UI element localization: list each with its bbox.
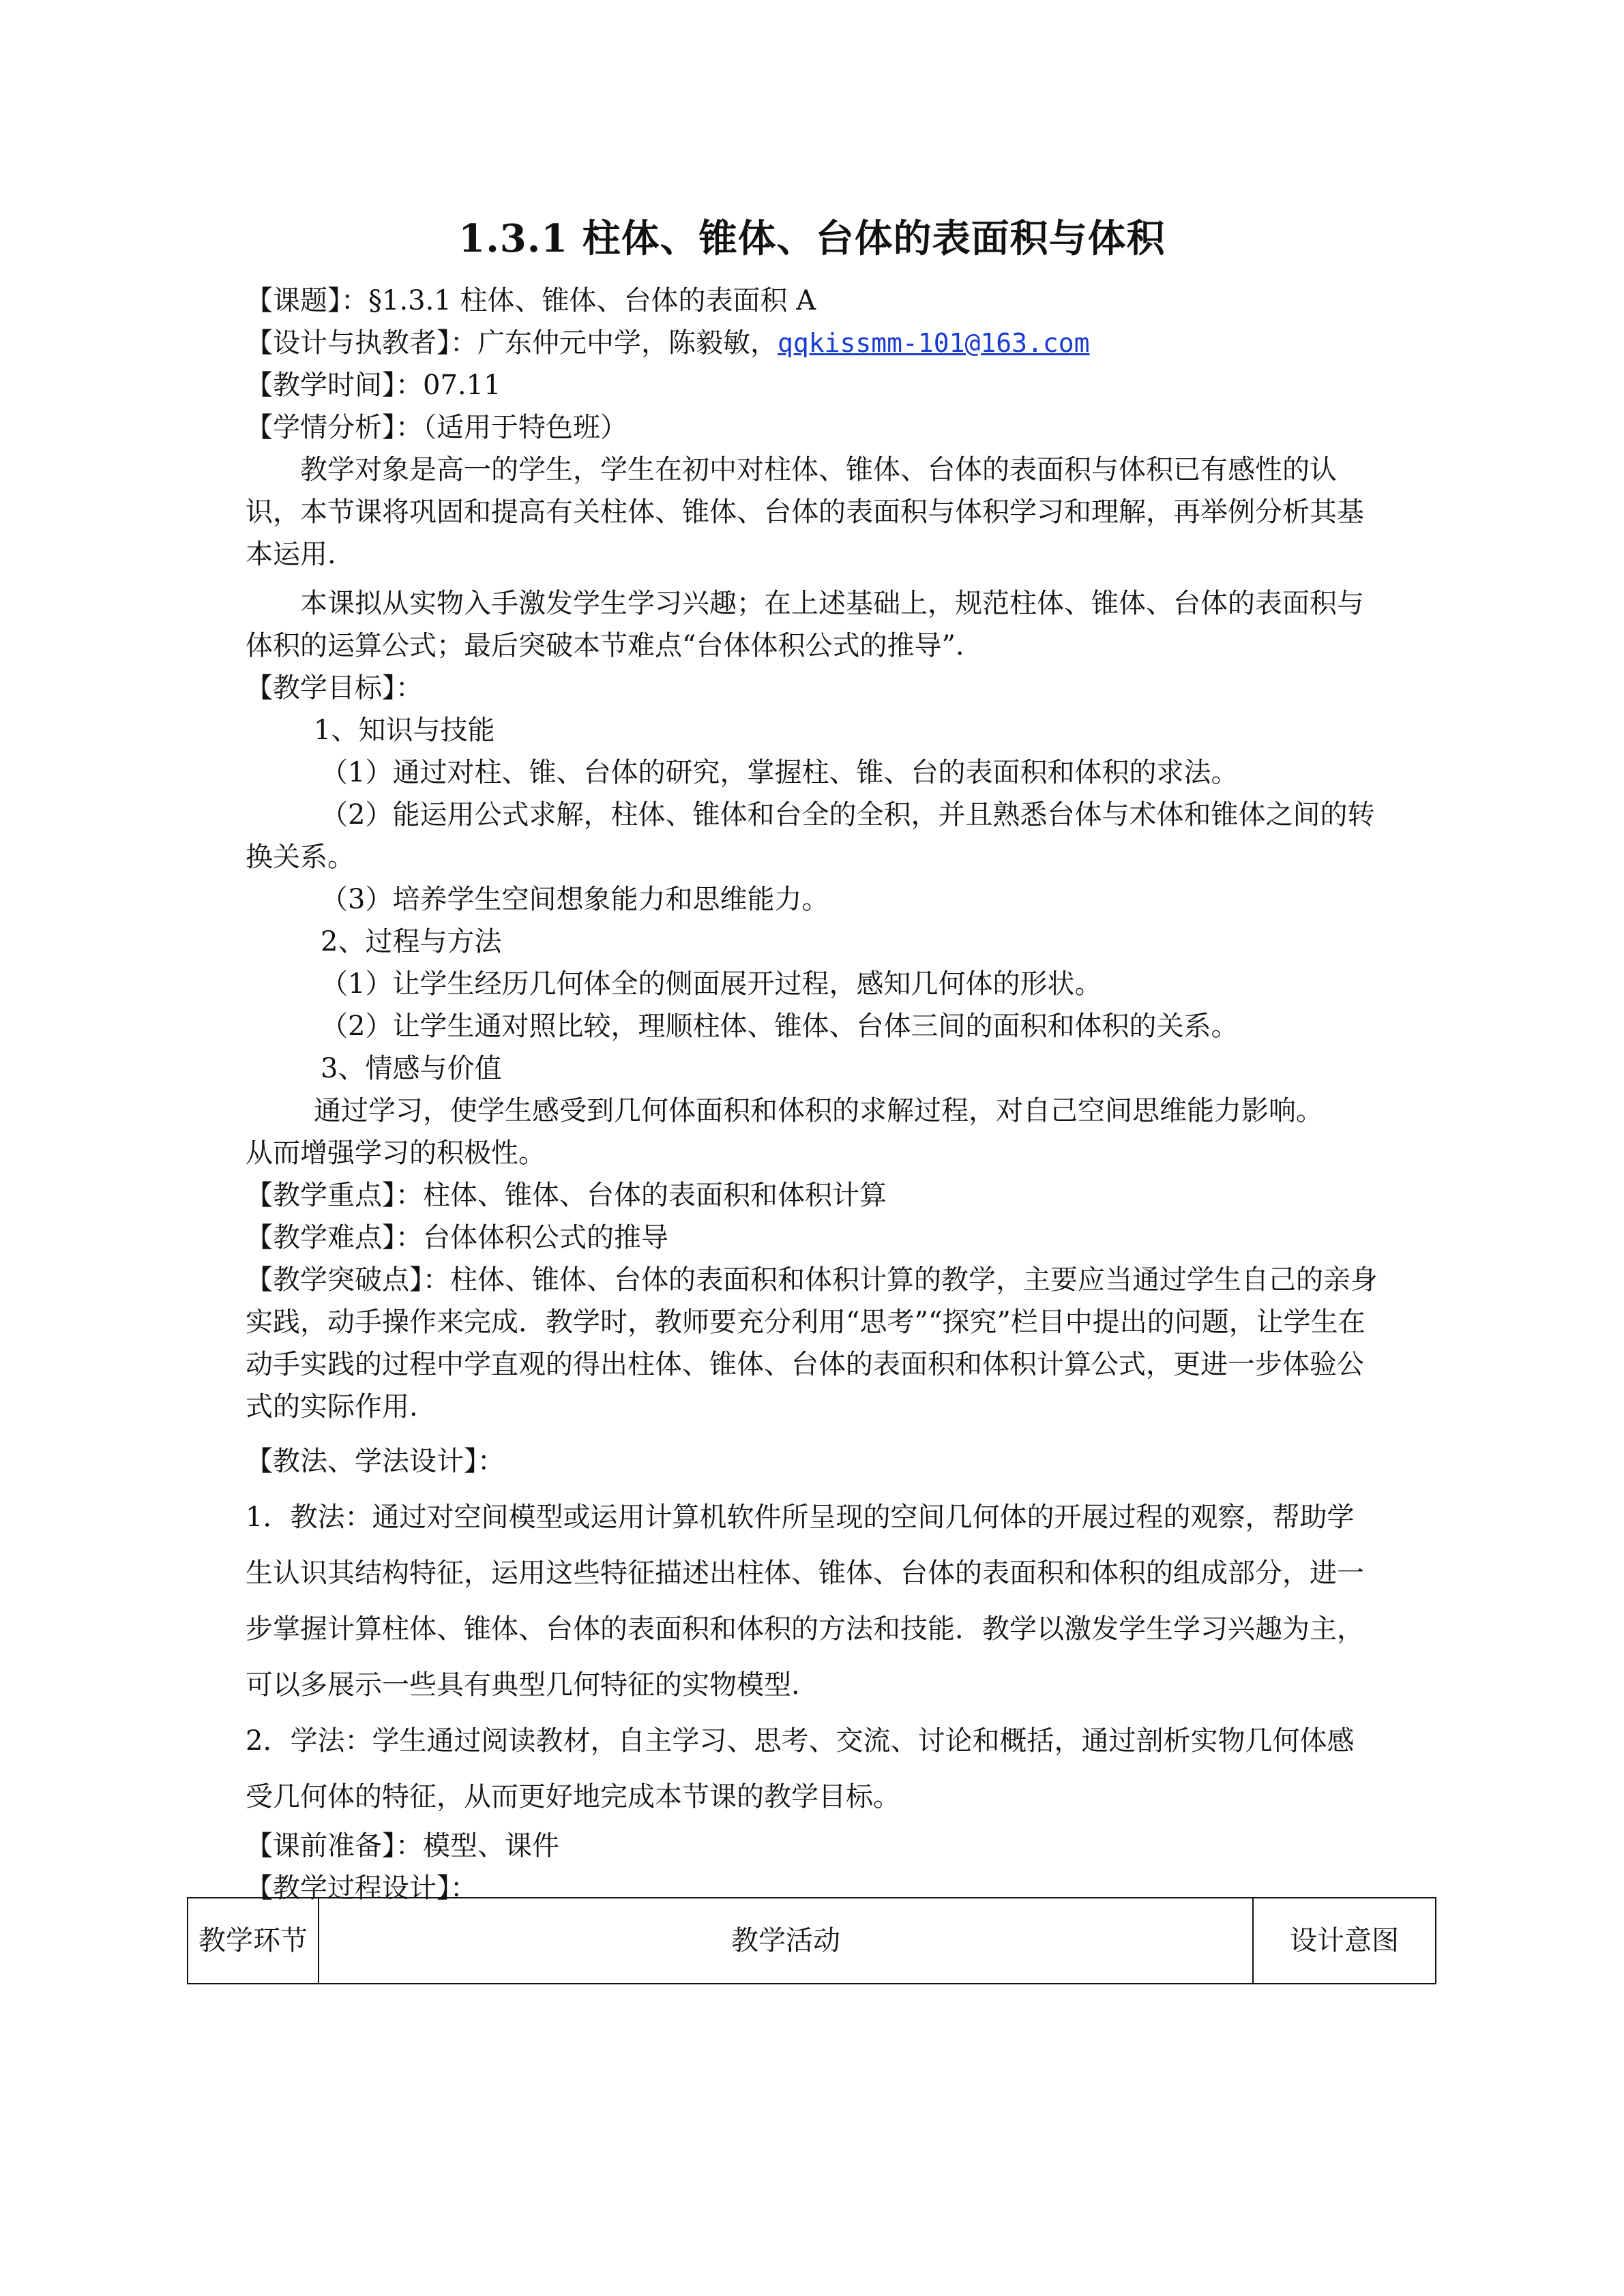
- goals-label: 【教学目标】：: [246, 672, 423, 704]
- emotion-text: 通过学习，使学生感受到几何体面积和体积的求解过程，对自己空间思维能力影响。从而增强学习的积极性。: [246, 1095, 1323, 1169]
- breakthrough-value: 柱体、锥体、台体的表面积和体积计算的教学，主要应当通过学生自己的亲身实践，动手操作来完成．教学时，教师要充分利用“思考”“探究”栏目中提出的问题，让学生在动手实践的过程中学直观的得出柱体、锥体、台体的表面积和体积计算公式，更进一步体验公式的实际作用.: [246, 1264, 1378, 1422]
- analysis-line: [246, 406, 1381, 449]
- page-title: 1.3.1 柱体、锥体、台体的表面积与体积: [458, 216, 1166, 261]
- focus-value: 柱体、锥体、台体的表面积和体积计算: [423, 1180, 887, 1211]
- prep-label: 【课前准备】：: [246, 1830, 423, 1862]
- header-cell-intent: 设计意图: [1253, 1898, 1436, 1984]
- knowledge-item-2: （2）能运用公式求解，柱体、锥体和台全的全积，并且熟悉台体与术体和锥体之间的转换关系。: [246, 799, 1375, 873]
- analysis-paragraph-2: 本课拟从实物入手激发学生学习兴趣；在上述基础上，规范柱体、锥体、台体的表面积与体积的运算公式；最后突破本节难点“台体体积公式的推导”.: [246, 588, 1364, 661]
- document-body: [246, 280, 1381, 1909]
- process-item-2: （2）让学生通对照比较，理顺柱体、锥体、台体三间的面积和体积的关系。: [321, 1011, 1239, 1042]
- topic-label: 【课题】：: [246, 285, 368, 316]
- emotion-heading: 3、情感与价值: [321, 1053, 502, 1084]
- breakthrough-paragraph: [246, 1259, 1381, 1428]
- time-value: 07.11: [423, 370, 501, 401]
- header-cell-stage: 教学环节: [188, 1898, 319, 1984]
- breakthrough-label: 【教学突破点】：: [246, 1264, 450, 1296]
- designer-value: 广东仲元中学，陈毅敏，: [477, 327, 778, 359]
- focus-line: [246, 1174, 1381, 1217]
- process-heading: 2、过程与方法: [321, 926, 502, 957]
- topic-value: §1.3.1 柱体、锥体、台体的表面积 A: [368, 285, 816, 316]
- email-link[interactable]: qqkissmm-101@163.com: [778, 328, 1090, 358]
- analysis-label: 【学情分析】：: [246, 412, 423, 443]
- knowledge-item-1: （1）通过对柱、锥、台体的研究，掌握柱、锥、台的表面积和体积的求法。: [321, 757, 1239, 788]
- difficulty-line: [246, 1217, 1381, 1259]
- table-header-row: [188, 1898, 1436, 1984]
- designer-label: 【设计与执教者】：: [246, 327, 477, 359]
- topic-line: [246, 280, 1381, 322]
- analysis-paragraph-1: 教学对象是高一的学生，学生在初中对柱体、锥体、台体的表面积与体积已有感性的认识，本节课将巩固和提高有关柱体、锥体、台体的表面积与体积学习和理解，再举例分析其基本运用.: [246, 454, 1364, 570]
- process-design-label: 【教学过程设计】：: [246, 1873, 477, 1904]
- header-cell-activity: 教学活动: [319, 1898, 1253, 1984]
- prep-value: 模型、课件: [423, 1830, 559, 1862]
- knowledge-heading: 1、知识与技能: [314, 715, 495, 746]
- focus-label: 【教学重点】：: [246, 1180, 423, 1211]
- time-line: [246, 364, 1381, 406]
- knowledge-item-3: （3）培养学生空间想象能力和思维能力。: [321, 884, 829, 915]
- process-item-1: （1）让学生经历几何体全的侧面展开过程，感知几何体的形状。: [321, 968, 1102, 1000]
- analysis-value: （适用于特色班）: [423, 412, 628, 443]
- methods-learning: 2．学法：学生通过阅读教材，自主学习、思考、交流、讨论和概括，通过剖析实物几何体感受几何体的特征，从而更好地完成本节课的教学目标。: [246, 1725, 1355, 1813]
- methods-teaching: 1．教法：通过对空间模型或运用计算机软件所呈现的空间几何体的开展过程的观察，帮助学生认识其结构特征，运用这些特征描述出柱体、锥体、台体的表面积和体积的组成部分，进一步掌握计算柱体、锥体、台体的表面积和体积的方法和技能．教学以激发学生学习兴趣为主，可以多展示一些具有典型几何特征的实物模型.: [246, 1502, 1364, 1701]
- difficulty-label: 【教学难点】：: [246, 1222, 423, 1253]
- time-label: 【教学时间】：: [246, 370, 423, 401]
- prep-line: [246, 1825, 1381, 1867]
- designer-line: [246, 322, 1381, 364]
- difficulty-value: 台体体积公式的推导: [423, 1222, 668, 1253]
- methods-label: 【教法、学法设计】：: [246, 1446, 505, 1477]
- process-table: [187, 1897, 1436, 1984]
